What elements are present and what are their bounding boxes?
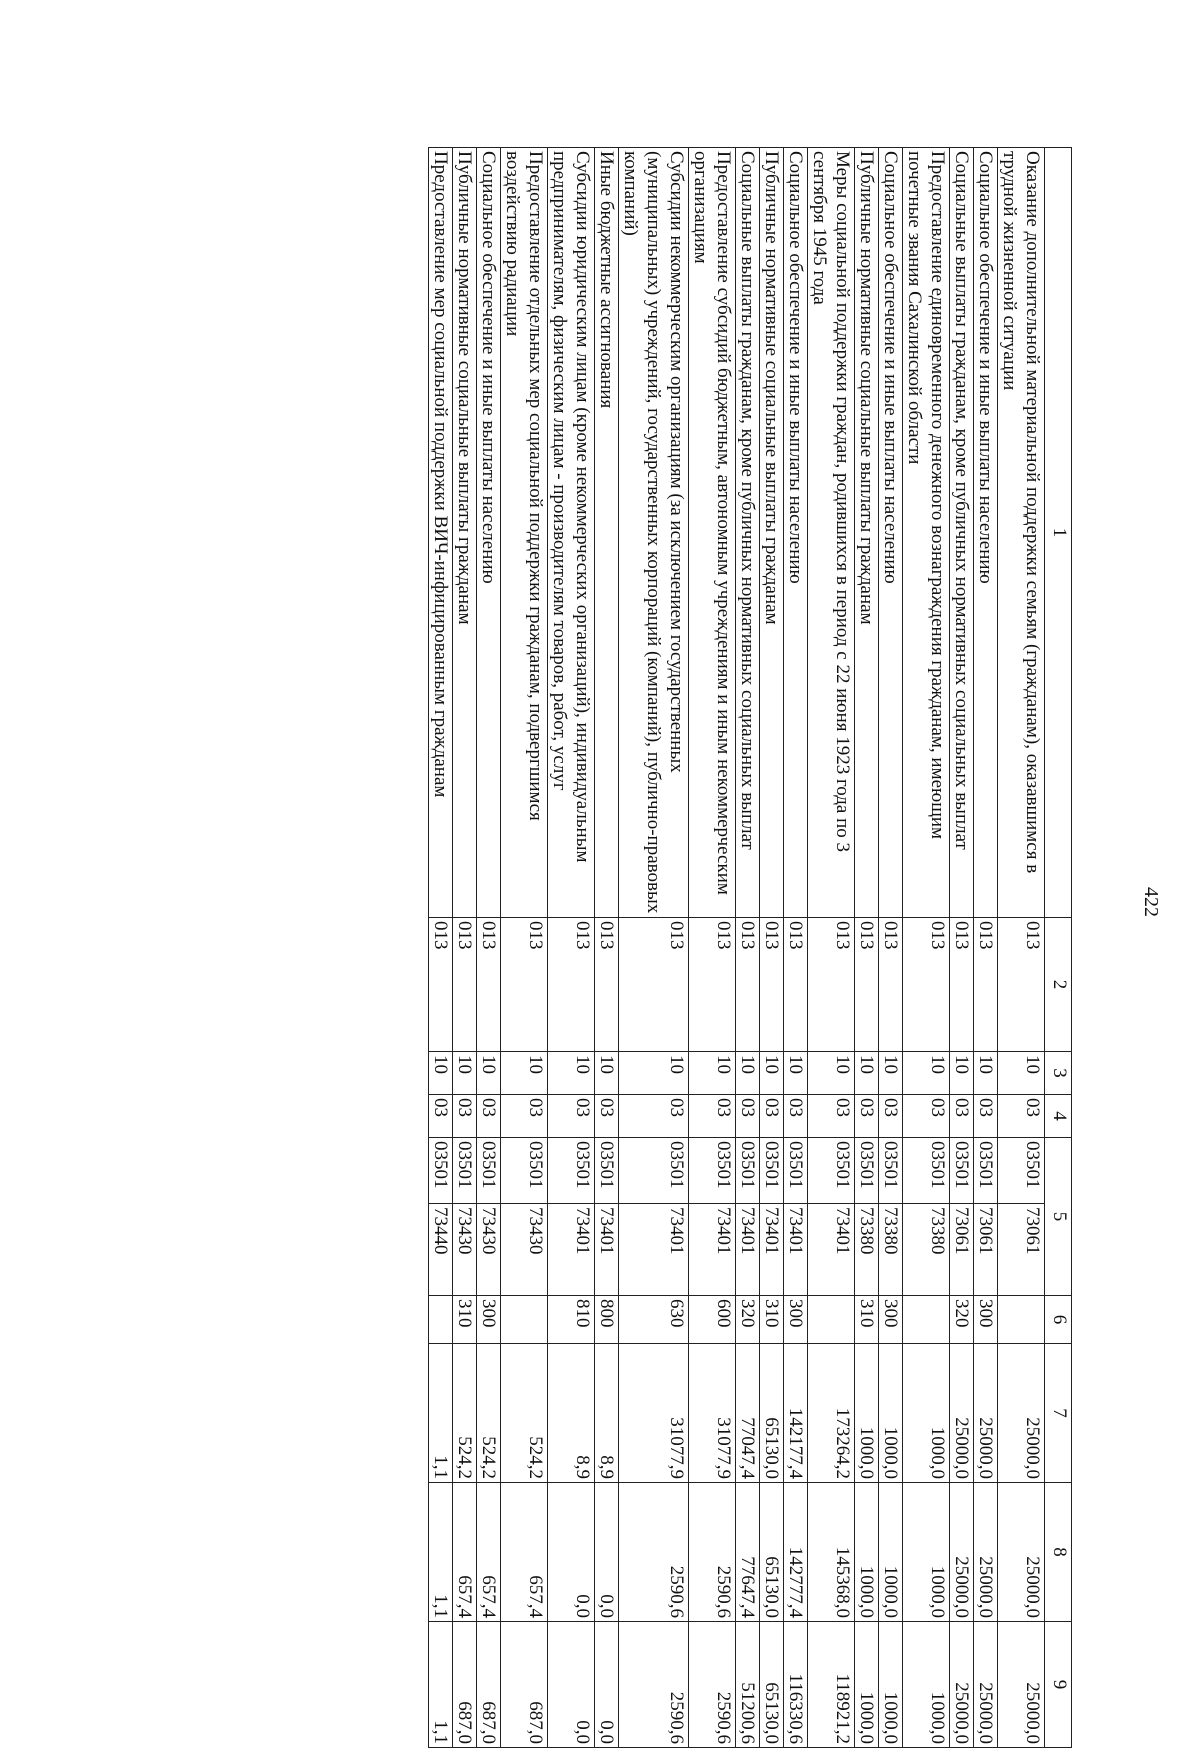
code-subsection: 03 — [429, 1095, 453, 1138]
code-expense-type — [501, 1296, 548, 1344]
code-admin: 013 — [974, 918, 998, 1052]
row-name: Публичные нормативные социальные выплаты гражданам — [453, 148, 477, 918]
row-name: Публичные нормативные социальные выплаты гражданам — [855, 148, 879, 918]
row-name: Предоставление отдельных мер социальной поддержки гражданам, подвергшимся воздействию радиации — [501, 148, 548, 918]
amount-year-1: 524,2 — [453, 1344, 477, 1483]
code-expense-type — [998, 1296, 1045, 1344]
row-name: Предоставление мер социальной поддержки ВИЧ-инфицированным гражданам — [429, 148, 453, 918]
code-section: 10 — [808, 1052, 855, 1095]
code-expense-type — [808, 1296, 855, 1344]
col-header: 4 — [1045, 1095, 1072, 1138]
code-admin: 013 — [548, 918, 595, 1052]
amount-year-3: 51200,6 — [736, 1622, 760, 1748]
row-name: Социальное обеспечение и иные выплаты населению — [879, 148, 903, 918]
code-admin: 013 — [998, 918, 1045, 1052]
code-section: 10 — [974, 1052, 998, 1095]
col-header: 3 — [1045, 1052, 1072, 1095]
code-admin: 013 — [855, 918, 879, 1052]
code-target-program: 03501 — [689, 1138, 736, 1204]
code-expense-type — [429, 1296, 453, 1344]
code-target-direction: 73401 — [619, 1204, 689, 1296]
code-subsection: 03 — [808, 1095, 855, 1138]
code-subsection: 03 — [974, 1095, 998, 1138]
code-expense-type: 320 — [736, 1296, 760, 1344]
code-target-program: 03501 — [619, 1138, 689, 1204]
amount-year-1: 1000,0 — [903, 1344, 950, 1483]
table-row — [548, 148, 595, 1748]
amount-year-2: 1000,0 — [903, 1483, 950, 1622]
code-target-program: 03501 — [501, 1138, 548, 1204]
code-section: 10 — [736, 1052, 760, 1095]
amount-year-1: 142177,4 — [784, 1344, 808, 1483]
row-name: Предоставление субсидий бюджетным, автономным учреждениям и иным некоммерческим организациям — [689, 148, 736, 918]
code-target-direction: 73430 — [477, 1204, 501, 1296]
code-section: 10 — [429, 1052, 453, 1095]
code-subsection: 03 — [855, 1095, 879, 1138]
amount-year-1: 1000,0 — [879, 1344, 903, 1483]
code-expense-type: 300 — [974, 1296, 998, 1344]
code-target-direction: 73430 — [453, 1204, 477, 1296]
code-admin: 013 — [784, 918, 808, 1052]
code-section: 10 — [998, 1052, 1045, 1095]
amount-year-1: 524,2 — [477, 1344, 501, 1483]
amount-year-3: 65130,0 — [760, 1622, 784, 1748]
table-row — [784, 148, 808, 1748]
table-row — [477, 148, 501, 1748]
amount-year-3: 687,0 — [453, 1622, 477, 1748]
row-name: Оказание дополнительной материальной поддержки семьям (гражданам), оказавшимся в трудной жизненной ситуации — [998, 148, 1045, 918]
code-target-direction: 73380 — [855, 1204, 879, 1296]
code-target-direction: 73401 — [760, 1204, 784, 1296]
amount-year-3: 1000,0 — [903, 1622, 950, 1748]
code-section: 10 — [595, 1052, 619, 1095]
amount-year-1: 65130,0 — [760, 1344, 784, 1483]
amount-year-3: 25000,0 — [950, 1622, 974, 1748]
col-header: 2 — [1045, 918, 1072, 1052]
code-section: 10 — [477, 1052, 501, 1095]
code-expense-type: 630 — [619, 1296, 689, 1344]
code-subsection: 03 — [998, 1095, 1045, 1138]
code-target-program: 03501 — [453, 1138, 477, 1204]
code-section: 10 — [501, 1052, 548, 1095]
code-target-direction: 73401 — [736, 1204, 760, 1296]
code-target-program: 03501 — [429, 1138, 453, 1204]
code-subsection: 03 — [879, 1095, 903, 1138]
code-target-direction: 73061 — [998, 1204, 1045, 1296]
code-section: 10 — [453, 1052, 477, 1095]
row-name: Социальное обеспечение и иные выплаты населению — [784, 148, 808, 918]
code-admin: 013 — [760, 918, 784, 1052]
amount-year-2: 77647,4 — [736, 1483, 760, 1622]
code-target-program: 03501 — [760, 1138, 784, 1204]
code-section: 10 — [879, 1052, 903, 1095]
row-name: Меры социальной поддержки граждан, родившихся в период с 22 июня 1923 года по 3 сентября 1945 года — [808, 148, 855, 918]
code-target-program: 03501 — [784, 1138, 808, 1204]
code-expense-type: 300 — [784, 1296, 808, 1344]
amount-year-2: 0,0 — [595, 1483, 619, 1622]
budget-table — [428, 147, 1072, 1748]
code-target-direction: 73430 — [501, 1204, 548, 1296]
amount-year-2: 1000,0 — [855, 1483, 879, 1622]
code-target-direction: 73380 — [879, 1204, 903, 1296]
code-target-direction: 73401 — [548, 1204, 595, 1296]
table-row — [736, 148, 760, 1748]
rotated-table-container — [72, 147, 1072, 1747]
amount-year-2: 2590,6 — [689, 1483, 736, 1622]
code-expense-type: 600 — [689, 1296, 736, 1344]
code-section: 10 — [950, 1052, 974, 1095]
amount-year-2: 145368,0 — [808, 1483, 855, 1622]
code-admin: 013 — [689, 918, 736, 1052]
amount-year-3: 1000,0 — [879, 1622, 903, 1748]
code-target-direction: 73061 — [974, 1204, 998, 1296]
row-name: Социальные выплаты гражданам, кроме публичных нормативных социальных выплат — [736, 148, 760, 918]
amount-year-1: 8,9 — [595, 1344, 619, 1483]
row-name: Социальные выплаты гражданам, кроме публичных нормативных социальных выплат — [950, 148, 974, 918]
table-row — [453, 148, 477, 1748]
table-row — [950, 148, 974, 1748]
col-header: 1 — [1045, 148, 1072, 918]
code-target-program: 03501 — [595, 1138, 619, 1204]
amount-year-1: 25000,0 — [998, 1344, 1045, 1483]
page-number: 422 — [1140, 887, 1162, 917]
code-section: 10 — [619, 1052, 689, 1095]
code-section: 10 — [855, 1052, 879, 1095]
amount-year-3: 687,0 — [477, 1622, 501, 1748]
code-target-program: 03501 — [808, 1138, 855, 1204]
code-section: 10 — [903, 1052, 950, 1095]
code-subsection: 03 — [736, 1095, 760, 1138]
code-admin: 013 — [429, 918, 453, 1052]
code-admin: 013 — [453, 918, 477, 1052]
code-target-direction: 73401 — [808, 1204, 855, 1296]
code-subsection: 03 — [950, 1095, 974, 1138]
amount-year-3: 2590,6 — [619, 1622, 689, 1748]
amount-year-1: 31077,9 — [619, 1344, 689, 1483]
code-subsection: 03 — [903, 1095, 950, 1138]
code-admin: 013 — [808, 918, 855, 1052]
code-admin: 013 — [736, 918, 760, 1052]
code-section: 10 — [548, 1052, 595, 1095]
table-row — [974, 148, 998, 1748]
row-name: Социальное обеспечение и иные выплаты населению — [974, 148, 998, 918]
amount-year-1: 25000,0 — [974, 1344, 998, 1483]
col-header: 9 — [1045, 1622, 1072, 1748]
amount-year-2: 25000,0 — [950, 1483, 974, 1622]
amount-year-3: 0,0 — [595, 1622, 619, 1748]
amount-year-3: 1000,0 — [855, 1622, 879, 1748]
row-name: Социальное обеспечение и иные выплаты населению — [477, 148, 501, 918]
amount-year-1: 25000,0 — [950, 1344, 974, 1483]
code-admin: 013 — [903, 918, 950, 1052]
code-target-direction: 73440 — [429, 1204, 453, 1296]
header-row — [1045, 148, 1072, 1748]
amount-year-2: 65130,0 — [760, 1483, 784, 1622]
amount-year-2: 657,4 — [501, 1483, 548, 1622]
amount-year-2: 25000,0 — [974, 1483, 998, 1622]
amount-year-2: 142777,4 — [784, 1483, 808, 1622]
amount-year-1: 8,9 — [548, 1344, 595, 1483]
col-header: 6 — [1045, 1296, 1072, 1344]
code-admin: 013 — [879, 918, 903, 1052]
code-admin: 013 — [619, 918, 689, 1052]
code-admin: 013 — [477, 918, 501, 1052]
code-target-program: 03501 — [477, 1138, 501, 1204]
amount-year-1: 77047,4 — [736, 1344, 760, 1483]
code-target-program: 03501 — [903, 1138, 950, 1204]
amount-year-3: 25000,0 — [974, 1622, 998, 1748]
code-subsection: 03 — [619, 1095, 689, 1138]
code-section: 10 — [760, 1052, 784, 1095]
amount-year-3: 116330,6 — [784, 1622, 808, 1748]
amount-year-3: 1,1 — [429, 1622, 453, 1748]
row-name: Публичные нормативные социальные выплаты гражданам — [760, 148, 784, 918]
code-admin: 013 — [950, 918, 974, 1052]
table-row — [595, 148, 619, 1748]
code-target-program: 03501 — [974, 1138, 998, 1204]
amount-year-2: 657,4 — [453, 1483, 477, 1622]
amount-year-3: 0,0 — [548, 1622, 595, 1748]
table-row — [501, 148, 548, 1748]
row-name: Субсидии некоммерческим организациям (за исключением государственных (муниципальных) учреждений, государственных корпораций (компаний), публично-правовых компаний) — [619, 148, 689, 918]
code-expense-type: 300 — [879, 1296, 903, 1344]
code-expense-type: 810 — [548, 1296, 595, 1344]
col-header: 7 — [1045, 1344, 1072, 1483]
code-expense-type: 310 — [760, 1296, 784, 1344]
amount-year-1: 1,1 — [429, 1344, 453, 1483]
row-name: Субсидии юридическим лицам (кроме некоммерческих организаций), индивидуальным предпринимателям, физическим лицам - производителям товаров, работ, услуг — [548, 148, 595, 918]
code-target-direction: 73061 — [950, 1204, 974, 1296]
table-row — [689, 148, 736, 1748]
row-name: Предоставление единовременного денежного вознаграждения гражданам, имеющим почетные звания Сахалинской области — [903, 148, 950, 918]
code-expense-type — [903, 1296, 950, 1344]
amount-year-2: 1,1 — [429, 1483, 453, 1622]
amount-year-2: 2590,6 — [619, 1483, 689, 1622]
code-target-direction: 73401 — [689, 1204, 736, 1296]
code-subsection: 03 — [760, 1095, 784, 1138]
code-target-program: 03501 — [879, 1138, 903, 1204]
amount-year-2: 1000,0 — [879, 1483, 903, 1622]
code-expense-type: 300 — [477, 1296, 501, 1344]
code-target-program: 03501 — [548, 1138, 595, 1204]
amount-year-2: 657,4 — [477, 1483, 501, 1622]
table-row — [429, 148, 453, 1748]
table-row — [855, 148, 879, 1748]
code-admin: 013 — [501, 918, 548, 1052]
code-subsection: 03 — [784, 1095, 808, 1138]
code-subsection: 03 — [501, 1095, 548, 1138]
code-target-direction: 73380 — [903, 1204, 950, 1296]
code-section: 10 — [689, 1052, 736, 1095]
amount-year-3: 118921,2 — [808, 1622, 855, 1748]
table-row — [903, 148, 950, 1748]
code-expense-type: 320 — [950, 1296, 974, 1344]
amount-year-1: 31077,9 — [689, 1344, 736, 1483]
code-target-program: 03501 — [736, 1138, 760, 1204]
table-body — [429, 148, 1045, 1748]
col-header: 8 — [1045, 1483, 1072, 1622]
amount-year-1: 173264,2 — [808, 1344, 855, 1483]
table-row — [619, 148, 689, 1748]
code-subsection: 03 — [453, 1095, 477, 1138]
amount-year-1: 524,2 — [501, 1344, 548, 1483]
amount-year-2: 25000,0 — [998, 1483, 1045, 1622]
amount-year-3: 25000,0 — [998, 1622, 1045, 1748]
table-row — [808, 148, 855, 1748]
code-subsection: 03 — [548, 1095, 595, 1138]
code-expense-type: 310 — [855, 1296, 879, 1344]
table-row — [760, 148, 784, 1748]
code-target-direction: 73401 — [595, 1204, 619, 1296]
table-row — [879, 148, 903, 1748]
code-subsection: 03 — [477, 1095, 501, 1138]
code-admin: 013 — [595, 918, 619, 1052]
code-section: 10 — [784, 1052, 808, 1095]
amount-year-2: 0,0 — [548, 1483, 595, 1622]
amount-year-3: 687,0 — [501, 1622, 548, 1748]
table-row — [998, 148, 1045, 1748]
code-target-program: 03501 — [855, 1138, 879, 1204]
code-subsection: 03 — [595, 1095, 619, 1138]
row-name: Иные бюджетные ассигнования — [595, 148, 619, 918]
col-header: 5 — [1045, 1138, 1072, 1296]
amount-year-3: 2590,6 — [689, 1622, 736, 1748]
code-expense-type: 310 — [453, 1296, 477, 1344]
code-expense-type: 800 — [595, 1296, 619, 1344]
code-target-program: 03501 — [998, 1138, 1045, 1204]
code-target-program: 03501 — [950, 1138, 974, 1204]
code-target-direction: 73401 — [784, 1204, 808, 1296]
code-subsection: 03 — [689, 1095, 736, 1138]
amount-year-1: 1000,0 — [855, 1344, 879, 1483]
